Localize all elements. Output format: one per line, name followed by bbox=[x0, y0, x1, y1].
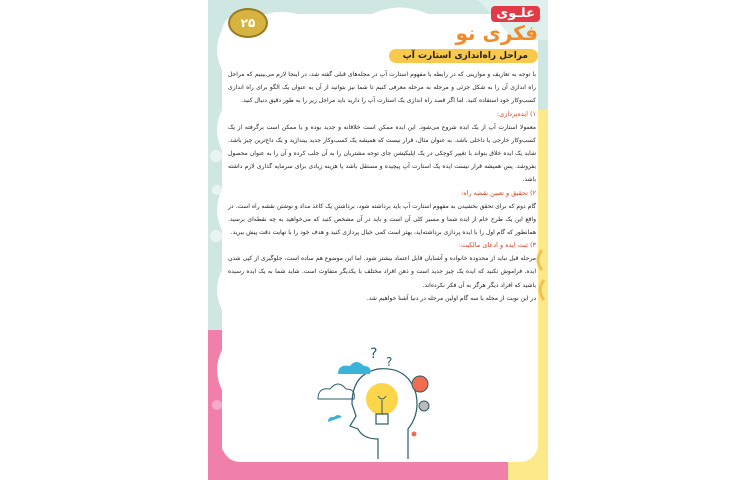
small-gear-icon bbox=[419, 401, 429, 411]
article-closing: در این نوبت از مجله با سه گام اولین مرحله در دنیا آشنا خواهیم شد. bbox=[366, 294, 536, 302]
cloud-outline-icon bbox=[318, 384, 354, 399]
section-heading-1: ۱) ایده‌پردازی: bbox=[496, 109, 536, 118]
section-body-3: مرحله قبل نباید از محدوده خانواده و آشنایان قابل اعتماد بیشتر شود. اما این موضوع هم ساده است، جلوگیری از کپی شدن ایده. فراموش نکنید که ایده یک چیز جدید است و ذهن افراد مختلف با یکدیگر متفاوت است. شاید شما به یک ایده رسیده باشید که افراد دیگر هرگز به آن فکر نکرده‌اند. bbox=[228, 255, 536, 289]
section-heading-2: ۲) تحقیق و تعیین نقشه راه: bbox=[461, 188, 536, 197]
section-body-2: گام دوم که برای تحقق بخشیدن به مفهوم استارت آپ باید برداشته شود، برداشتن یک کاغذ مداد و نوشتن نقشه راه است. در واقع این یک طرح خام از ایده شما و مسیر کلی آن است و باید در آن مشخص کنید که می‌خواهید به چه نقطه‌ای برسید. همانطور که گام اول را با ایده پردازی برداشته‌اید، بهتر است کمی خیال پردازی کنید و هدف خود را با نهایت دقت پیش ببرید. bbox=[228, 202, 536, 237]
page-number-badge: ۲۵ bbox=[228, 8, 268, 38]
small-cloud-icon bbox=[328, 415, 342, 422]
question-mark-icon: ? bbox=[370, 346, 378, 362]
article-intro: با توجه به تعاریف و موازینی که در رابطه با مفهوم استارت آپ در مجله‌های قبلی گفته شد، در اینجا لازم می‌بینیم که مراحل راه اندازی آن را به شکل جزئی و مرحله به مرحله معرفی کنیم تا شما نیز بتوانید از آن به عنوان یک الگو برای راه اندازی کسب‌وکار خود استفاده کنید. اما اگر قصد راه اندازی یک استارت آپ را دارید باید مراحل زیر را به طور دقیق دنبال کنید. bbox=[228, 71, 536, 105]
brand-title: فکری نو bbox=[455, 21, 538, 45]
idea-head-illustration bbox=[308, 344, 448, 464]
gear-icon bbox=[412, 376, 428, 392]
question-mark-icon: ? bbox=[386, 355, 393, 369]
cloud-icon bbox=[338, 362, 370, 374]
section-heading-3: ۳) ثبت ایده و ادعای مالکیت: bbox=[458, 241, 536, 250]
decor-dot bbox=[412, 432, 417, 437]
magazine-page bbox=[208, 0, 548, 480]
article-body bbox=[228, 68, 536, 305]
section-body-1: معمولا استارت آپ از یک ایده شروع می‌شود. این ایده ممکن است خلاقانه و جدید بوده و یا ممکن است برگرفته از یک کسب‌وکار خارجی یا داخلی باشد. به عنوان مثال، قرار نیست که همیشه یک کسب‌وکار جدید بیندازید و یک داغ‌ترین چیز باشد. شاید یک ایده خلاق بتواند با تغییر کوچکی در یک اپلیکیشن جای توجه مشتریان را به آن جلب کرده و آن را به عنوان محصول بفروشد. پس همیشه قرار نیست ایده یک استارت آپ پیچیده و مستقل باشد یا هزینه زیادی برای سرمایه گذاری لازم داشته باشد. bbox=[228, 123, 536, 184]
brand-tag: علـوی bbox=[491, 6, 540, 22]
section-title: مراحل راه‌اندازی استارت آپ bbox=[389, 49, 538, 63]
